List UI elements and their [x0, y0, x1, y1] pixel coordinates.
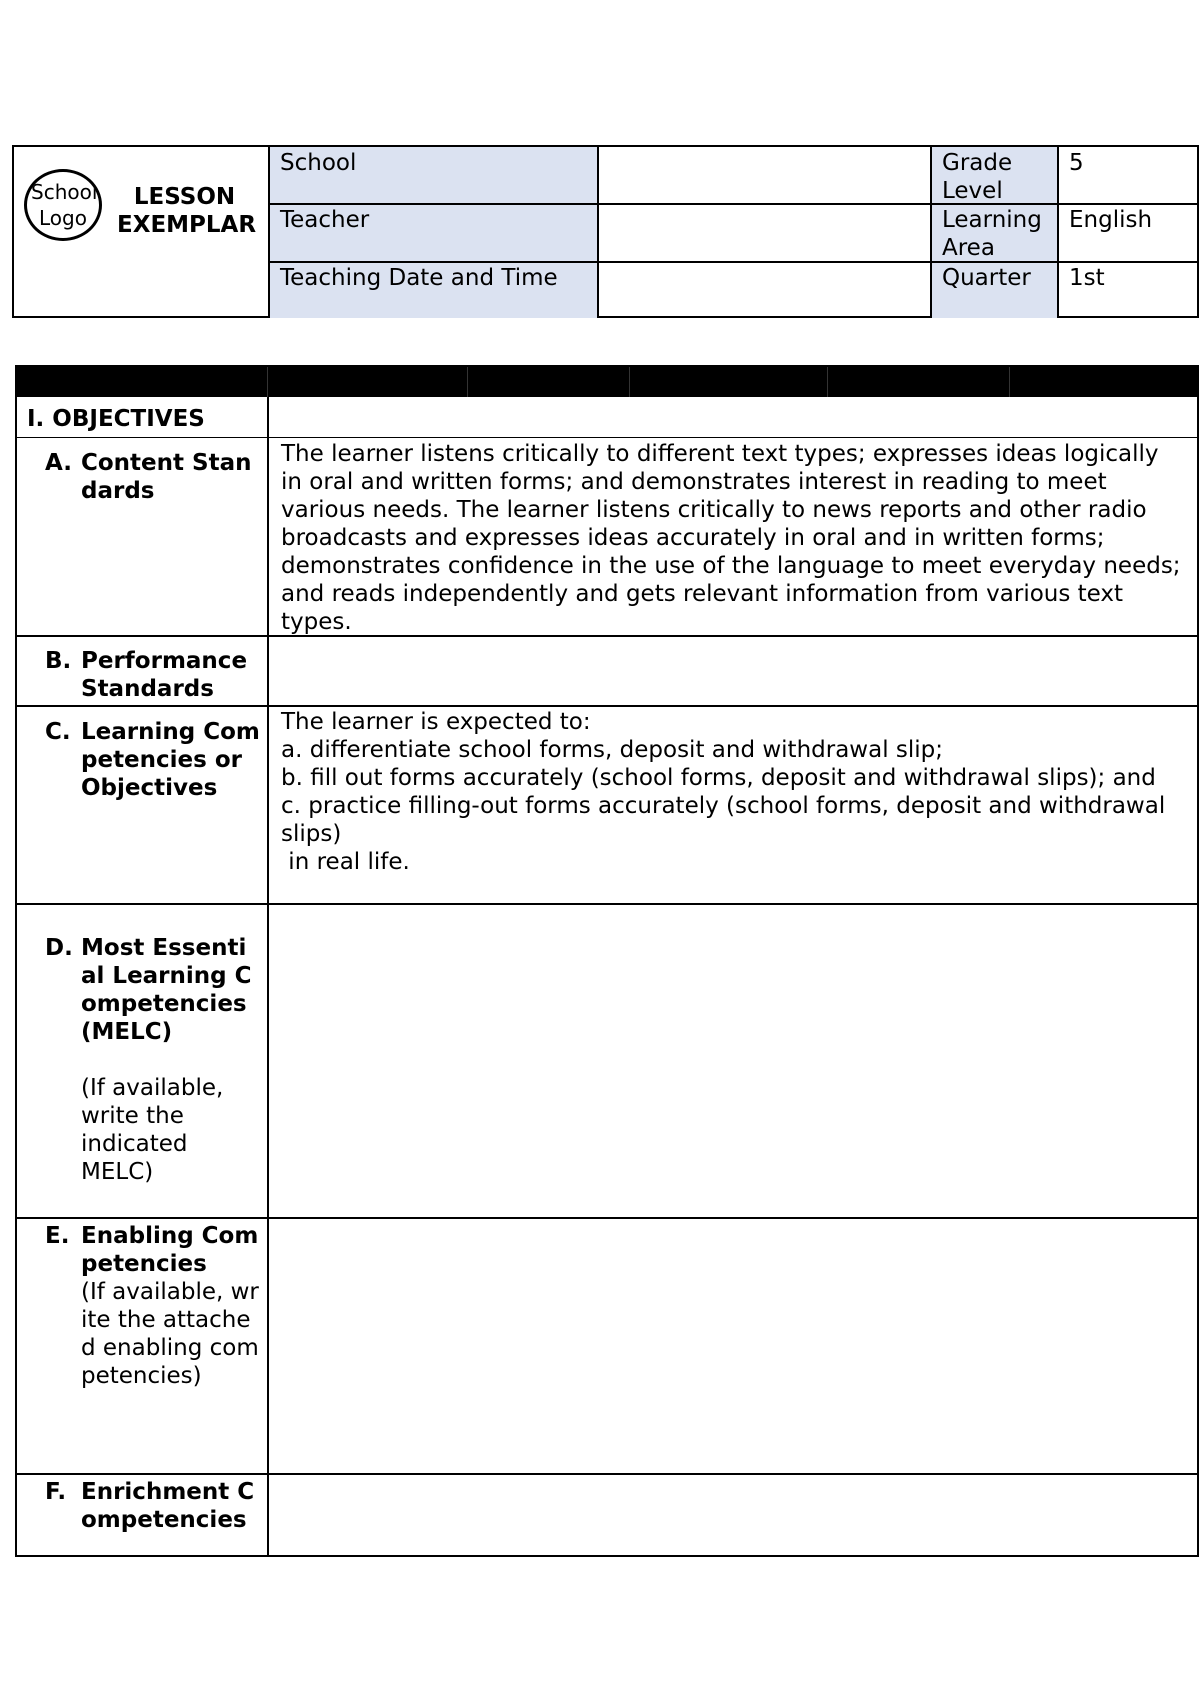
section-marker: D.: [45, 935, 73, 961]
row-divider: [17, 903, 1197, 905]
section-title: Content Standards: [81, 450, 252, 504]
column-divider: [267, 397, 269, 1555]
grade-level-label: Grade Level: [930, 147, 1057, 204]
section-title-text: Most Essential Learning Competencies (MELC): [81, 935, 252, 1045]
teacher-label: Teacher: [268, 204, 597, 262]
paragraph: in real life.: [281, 849, 410, 875]
school-label: School: [268, 147, 597, 204]
paragraph: a. differentiate school forms, deposit and withdrawal slip;: [281, 737, 944, 763]
melc-text[interactable]: [281, 907, 1181, 1213]
performance-standards-text[interactable]: [281, 639, 1181, 701]
section-note: (If available, write the indicated MELC): [81, 1075, 224, 1185]
school-logo-placeholder: [24, 169, 102, 241]
enabling-competencies-text[interactable]: [281, 1221, 1181, 1469]
section-marker: C.: [45, 719, 71, 745]
header-row-divider: [268, 203, 1197, 205]
teacher-value[interactable]: [597, 204, 930, 262]
paragraph: b. fill out forms accurately (school forms, deposit and withdrawal slips); and: [281, 765, 1156, 791]
section-marker: B.: [45, 648, 72, 674]
bar-divider: [1009, 367, 1010, 397]
objectives-heading: I. OBJECTIVES: [27, 406, 205, 432]
learning-area-value[interactable]: English: [1057, 204, 1199, 262]
bar-divider: [827, 367, 828, 397]
lesson-exemplar-title: LESSON EXEMPLAR: [117, 184, 257, 238]
bar-divider: [629, 367, 630, 397]
learning-area-label: Learning Area: [930, 204, 1057, 262]
school-value[interactable]: [597, 147, 930, 204]
objectives-table: [15, 365, 1199, 1557]
section-title: Enrichment Competencies: [81, 1479, 255, 1533]
row-divider: [17, 1473, 1197, 1475]
bar-divider: [467, 367, 468, 397]
section-title: [81, 934, 261, 1186]
section-title-text: Enabling Competencies: [81, 1223, 259, 1277]
row-divider: [17, 1217, 1197, 1219]
section-title: Performance Standards: [81, 648, 248, 702]
paragraph: c. practice filling-out forms accurately (school forms, deposit and withdrawal slips): [281, 793, 1166, 847]
section-marker: E.: [45, 1223, 70, 1249]
teaching-date-label: Teaching Date and Time: [268, 262, 597, 318]
grade-level-value[interactable]: 5: [1057, 147, 1199, 204]
header-row-divider: [268, 261, 1197, 263]
section-marker: F.: [45, 1479, 67, 1505]
enrichment-competencies-text[interactable]: [281, 1477, 1181, 1553]
quarter-value[interactable]: 1st: [1057, 262, 1199, 318]
learning-competencies-text[interactable]: [281, 708, 1181, 876]
header-table: [12, 145, 1199, 318]
table-header-bar: [17, 367, 1197, 397]
teaching-date-value[interactable]: [597, 262, 930, 318]
section-title: [81, 1222, 261, 1390]
bar-divider: [267, 367, 268, 397]
paragraph: The learner is expected to:: [281, 709, 591, 735]
quarter-label: Quarter: [930, 262, 1057, 318]
paragraph: The learner listens critically to different text types; expresses ideas logically in oral and written forms; and demonstrates interest in reading to meet various needs. The learner listens critically to news reports and other radio broadcasts and expresses ideas accurately in oral and in written forms; demonstrates confidence in the use of the language to meet everyday needs; and reads independently and gets relevant information from various text types.: [281, 441, 1181, 635]
logo-text: School Logo: [31, 180, 98, 230]
section-marker: A.: [45, 450, 72, 476]
section-title: Learning Competencies or Objectives: [81, 719, 260, 801]
section-note: (If available, write the attached enabling competencies): [81, 1279, 259, 1389]
row-divider: [17, 437, 1197, 438]
row-divider: [17, 705, 1197, 707]
content-standards-text[interactable]: [281, 440, 1181, 636]
